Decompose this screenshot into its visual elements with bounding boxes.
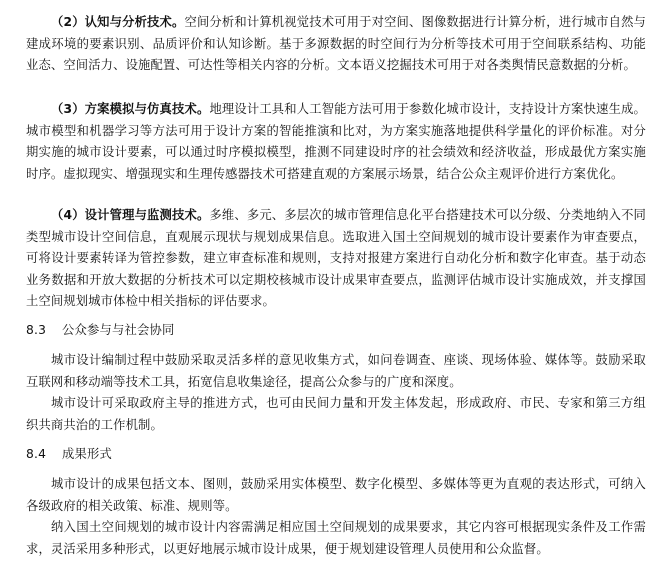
- item-marker: （4）: [51, 208, 85, 222]
- item-body: 空间分析和计算机视觉技术可用于对空间、图像数据进行计算分析，进行城市自然与建成环境的要素识别、品质评价和认知诊断。基于多源数据的时空间行为分析等技术可用于空间联系结构、功能业态、空间活力、设施配置、可达性等相关内容的分析。文本语义挖掘技术可用于对各类舆情民意数据的分析。: [26, 15, 646, 73]
- item-body: 多维、多元、多层次的城市管理信息化平台搭建技术可以分级、分类地纳入不同类型城市设计空间信息，直观展示现状与规划成果信息。选取进入国土空间规划的城市设计要素作为审查要点，可将设计要素转译为管控参数，建立审查标准和规则，支持对报建方案进行自动化分析和数字化审查。基于动态业务数据和开放大数据的分析技术可以定期校核城市设计成果审查要点，监测评估城市设计实施成效，并支撑国土空间规划城市体检中相关指标的评估要求。: [26, 208, 646, 309]
- section-title: 成果形式: [62, 447, 112, 461]
- paragraph-public-participation: 城市设计编制过程中鼓励采取灵活多样的意见收集方式，如问卷调查、座谈、现场体验、媒体等。鼓励采取互联网和移动端等技术工具，拓宽信息收集途径，提高公众参与的广度和深度。: [26, 353, 646, 389]
- section-title: 公众参与与社会协同: [62, 323, 175, 337]
- paragraph-simulation: [26, 99, 646, 185]
- section-heading-8-3: [26, 320, 174, 340]
- item-body: 地理设计工具和人工智能方法可用于参数化城市设计，支持设计方案快速生成。城市模型和机器学习等方法可用于设计方案的智能推演和比对，为方案实施落地提供科学量化的评价标准。对分期实施的城市设计要素，可以通过时序模拟模型，推测不同建设时序的社会绩效和经济收益，形成最优方案实施时序。虚拟现实、增强现实和生理传感器技术可搭建直观的方案展示场景，结合公众主观评价进行方案优化。: [26, 102, 646, 181]
- item-title: 设计管理与监测技术。: [84, 208, 210, 222]
- item-title: 方案模拟与仿真技术。: [84, 102, 210, 116]
- paragraph-deliverables-integration: 纳入国土空间规划的城市设计内容需满足相应国土空间规划的成果要求，其它内容可根据现实条件及工作需求，灵活采用多种形式，以更好地展示城市设计成果，便于规划建设管理人员使用和公众监督。: [26, 520, 646, 556]
- section-number: 8.3: [26, 323, 47, 337]
- paragraph-cognition-analysis: [26, 12, 646, 77]
- paragraph-management-monitoring: [26, 205, 646, 313]
- paragraph-social-collaboration: 城市设计可采取政府主导的推进方式，也可由民间力量和开发主体发起，形成政府、市民、专家和第三方组织共商共治的工作机制。: [26, 396, 646, 432]
- item-title: 认知与分析技术。: [84, 15, 185, 29]
- item-marker: （3）: [51, 102, 85, 116]
- section-number: 8.4: [26, 447, 47, 461]
- section-heading-8-4: [26, 444, 112, 464]
- item-marker: （2）: [51, 15, 85, 29]
- paragraph-deliverables: 城市设计的成果包括文本、图则，鼓励采用实体模型、数字化模型、多媒体等更为直观的表达形式，可纳入各级政府的相关政策、标准、规则等。: [26, 477, 646, 513]
